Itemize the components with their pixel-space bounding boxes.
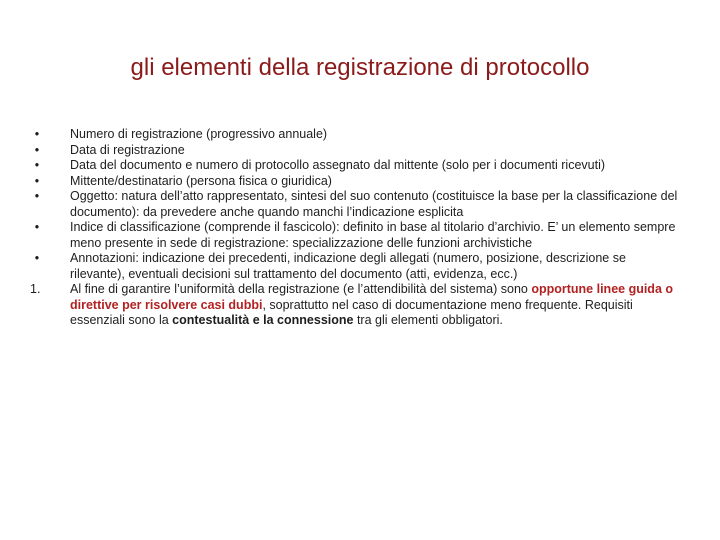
bullet-marker: •: [34, 158, 40, 172]
bullet-text: Data del documento e numero di protocollo assegnato dal mittente (solo per i documenti ricevuti): [70, 158, 606, 172]
bullet-text: Numero di registrazione (progressivo annuale): [70, 127, 328, 141]
bullet-text: Data di registrazione: [70, 142, 185, 157]
bullet-marker: •: [34, 127, 40, 141]
numbered-text-part-3: tra gli elementi obbligatori.: [353, 313, 503, 327]
bullet-marker: •: [34, 189, 40, 203]
bullet-item-mittente: [30, 174, 680, 190]
bullet-marker: •: [34, 251, 40, 265]
highlight-bold-text: contestualità e la connessione: [172, 313, 354, 327]
highlight-red-text: opportune linee guida o direttive per risolvere casi dubbi: [70, 282, 674, 312]
bullet-text: Annotazioni: indicazione dei precedenti, indicazione degli allegati (numero, posizione, descrizione se rilevante), eventuali decisioni sul trattamento del documento (atti, evidenza, ecc.): [70, 251, 626, 281]
bullet-item-data-registrazione: [30, 143, 680, 159]
bullet-text: Indice di classificazione (comprende il fascicolo): definito in base al titolario d’archivio. E’ un elemento sempre meno presente in sede di registrazione: specializzazione delle funzioni archivistiche: [70, 220, 676, 250]
bullet-item-oggetto: [30, 189, 680, 220]
numbered-text-part-1: Al fine di garantire l’uniformità della registrazione (e l’attendibilità del sistema) sono: [70, 282, 532, 296]
bullet-marker: •: [34, 142, 40, 157]
bullet-item-numero-registrazione: [30, 127, 680, 143]
slide-title: gli elementi della registrazione di protocollo: [130, 54, 590, 81]
number-marker: 1.: [30, 282, 41, 296]
numbered-item-linee-guida: [30, 282, 680, 329]
bullet-item-annotazioni: [30, 251, 680, 282]
numbered-text-part-2: , soprattutto nel caso di documentazione meno frequente. Requisiti essenziali sono la: [70, 297, 633, 327]
bullet-marker: •: [34, 220, 40, 234]
bullet-item-data-documento: [30, 158, 680, 174]
bullet-list: [30, 127, 680, 329]
bullet-text: Oggetto: natura dell’atto rappresentato, sintesi del suo contenuto (costituisce la base per la classificazione del documento): da prevedere anche quando manchi l’indicazione esplicita: [70, 189, 678, 219]
bullet-marker: •: [34, 173, 40, 188]
bullet-text: Mittente/destinatario (persona fisica o giuridica): [70, 173, 332, 188]
bullet-item-indice-classificazione: [30, 220, 680, 251]
